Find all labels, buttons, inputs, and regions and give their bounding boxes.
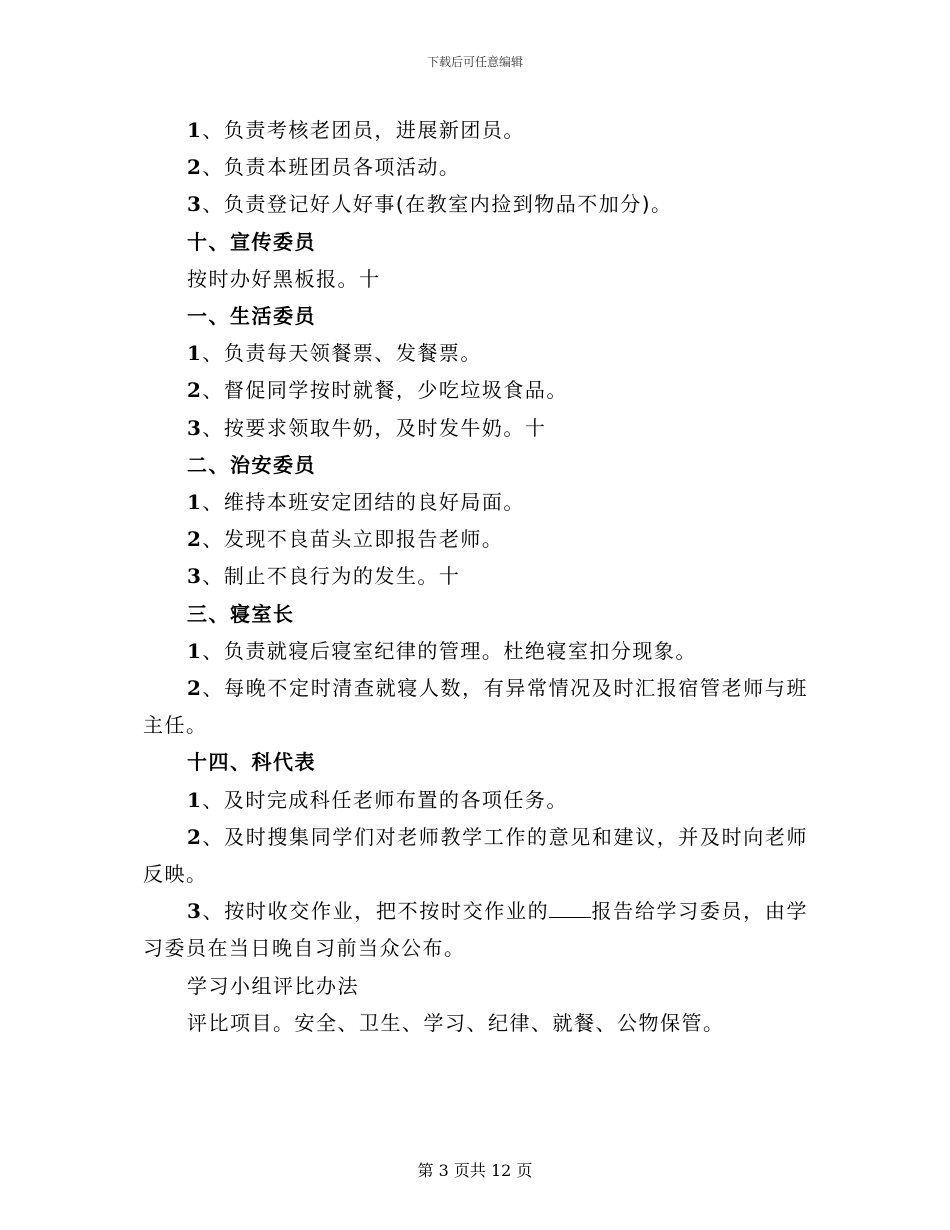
fill-in-blank bbox=[549, 899, 591, 918]
text-line: 1、负责每天领餐票、发餐票。 bbox=[187, 341, 482, 366]
section-heading: 三、寝室长 bbox=[187, 601, 295, 626]
text-line: 2、督促同学按时就餐，少吃垃圾食品。 bbox=[187, 378, 568, 403]
text-line: 评比项目。安全、卫生、学习、纪律、就餐、公物保管。 bbox=[187, 1010, 725, 1035]
text-line: 1、负责就寝后寝室纪律的管理。杜绝寝室扣分现象。 bbox=[187, 638, 697, 663]
text-paragraph: 2、及时搜集同学们对老师教学工作的意见和建议，并及时向老师反映。 bbox=[143, 824, 808, 887]
text-line: 2、负责本班团员各项活动。 bbox=[187, 155, 461, 180]
section-heading: 二、治安委员 bbox=[187, 452, 316, 477]
text-paragraph: 3、按时收交作业，把不按时交作业的 报告给学习委员，由学习委员在当日晚自习前当众公布。 bbox=[143, 899, 809, 961]
text-line: 1、负责考核老团员，进展新团员。 bbox=[187, 118, 525, 142]
section-heading: 一、生活委员 bbox=[187, 304, 316, 329]
text-line: 1、及时完成科任老师布置的各项任务。 bbox=[187, 787, 568, 812]
text-line: 2、发现不良苗头立即报告老师。 bbox=[187, 527, 504, 552]
text-line: 按时办好黑板报。十 bbox=[187, 266, 381, 291]
text-line: 1、维持本班安定团结的良好局面。 bbox=[187, 490, 525, 515]
section-heading: 十、宣传委员 bbox=[187, 229, 316, 254]
document-body bbox=[143, 112, 808, 1042]
text-line: 3、负责登记好人好事(在教室内捡到物品不加分)。 bbox=[187, 192, 673, 217]
page-footer: 第 3 页共 12 页 bbox=[417, 1161, 533, 1180]
text-line: 3、按要求领取牛奶，及时发牛奶。十 bbox=[187, 415, 547, 440]
subsection-title: 学习小组评比办法 bbox=[187, 973, 359, 998]
text-line: 3、制止不良行为的发生。十 bbox=[187, 564, 461, 589]
page-header: 下载后可任意编辑 bbox=[426, 55, 523, 69]
text-paragraph: 2、每晚不定时清查就寝人数，有异常情况及时汇报宿管老师与班主任。 bbox=[143, 676, 808, 738]
section-heading: 十四、科代表 bbox=[187, 750, 316, 775]
